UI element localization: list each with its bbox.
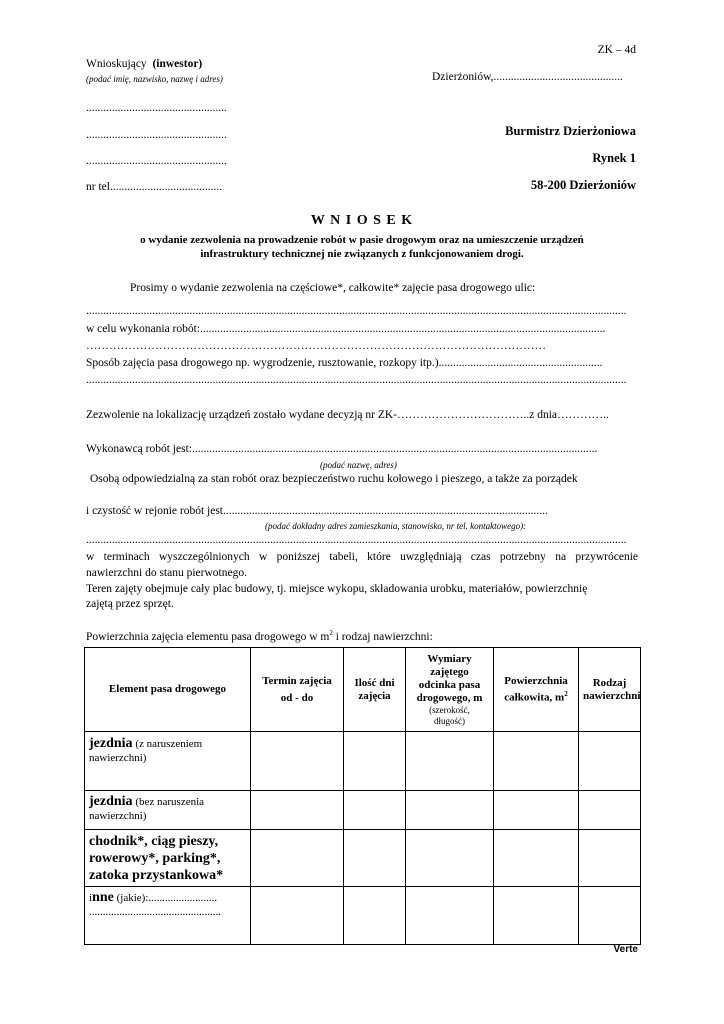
document-title: W N I O S E K — [310, 213, 414, 228]
table-caption-text: Powierzchnia zajęcia elementu pasa drogowego w m — [86, 630, 330, 643]
header-days: Ilość dni zajęcia — [344, 648, 406, 732]
applicant-label-bold: (inwestor) — [152, 58, 203, 70]
header-element: Element pasa drogowego — [85, 648, 251, 732]
header-dimensions: Wymiary zajętego odcinka pasa drogowego, m (szerokość, długość) — [406, 648, 494, 732]
cell-dimensions[interactable] — [406, 791, 494, 830]
responsible-person-continued[interactable]: ............................................................................................................................................................................................ — [86, 534, 627, 546]
applicant-line-2[interactable]: ................................................. — [86, 129, 227, 141]
cell-surface-type[interactable] — [579, 791, 641, 830]
responsible-person-hint: (podać dokładny adres zamieszkania, stanowisko, nr tel. kontaktowego): — [265, 521, 527, 531]
table-row — [85, 791, 641, 830]
purpose-field[interactable]: w celu wykonania robót:............................................................................................................................................. — [86, 323, 606, 335]
table-header-row — [85, 648, 641, 732]
applicant-line-1[interactable]: ................................................. — [86, 102, 227, 114]
document-subtitle-2: infrastruktury technicznej nie związanych z funkcjonowaniem drogi. — [200, 248, 524, 260]
applicant-label — [86, 58, 202, 70]
cell-area[interactable] — [494, 791, 579, 830]
place-date-field[interactable]: Dzierżoniów,............................................. — [432, 71, 623, 83]
purpose-field-continued[interactable]: ………………………………………………………………………………………………………… — [86, 340, 546, 352]
recipient-street: Rynek 1 — [592, 151, 636, 165]
permit-decision-field[interactable]: Zezwolenie na lokalizację urządzeń zostało wydane decyzją nr ZK-……………………………..z dnia………….. — [86, 409, 609, 421]
cell-term[interactable] — [251, 791, 344, 830]
applicant-line-3[interactable]: ................................................. — [86, 155, 227, 167]
header-area: Powierzchnia całkowita, $m^2$ — [494, 648, 579, 732]
row-label-roadway-undamaged: jezdnia (bez naruszenia nawierzchni) — [85, 791, 251, 830]
occupation-method-field[interactable]: Sposób zajęcia pasa drogowego np. wygrodzenie, rusztowanie, rozkopy itp.)......................................................... — [86, 357, 603, 369]
cell-term[interactable] — [251, 732, 344, 791]
contractor-field[interactable]: Wykonawcą robót jest:............................................................................................................................................. — [86, 443, 598, 455]
area-text-1: Teren zajęty obejmuje cały plac budowy, tj. miejsce wykopu, składowania urobku, materiałów, powierzchnię — [86, 583, 588, 595]
recipient-city: 58-200 Dzierżoniów — [530, 178, 636, 192]
responsible-person-text: Osobą odpowiedzialną za stan robót oraz bezpieczeństwo ruchu kołowego i pieszego, a także za porządek — [90, 473, 578, 485]
applicant-label-text: Wnioskujący — [86, 58, 147, 70]
cell-surface-type[interactable] — [579, 830, 641, 887]
cell-days[interactable] — [344, 887, 406, 945]
cell-dimensions[interactable] — [406, 732, 494, 791]
contractor-hint: (podać nazwę, adres) — [320, 460, 397, 470]
terms-text-2: nawierzchni do stanu pierwotnego. — [86, 567, 247, 579]
cell-surface-type[interactable] — [579, 732, 641, 791]
row-label-sidewalk: chodnik*, ciąg pieszy, rowerowy*, parking*, zatoka przystankowa* — [85, 830, 251, 887]
request-text: Prosimy o wydanie zezwolenia na częściowe*, całkowite* zajęcie pasa drogowego ulic: — [130, 282, 536, 294]
table-caption — [86, 629, 433, 643]
cell-days[interactable] — [344, 830, 406, 887]
cell-area[interactable] — [494, 887, 579, 945]
row-label-other: inne (jakie):......................... ................................................ — [85, 887, 251, 945]
table-row — [85, 887, 641, 945]
table-row — [85, 830, 641, 887]
row-label-roadway-damaged: jezdnia (z naruszeniem nawierzchni) — [85, 732, 251, 791]
header-surface-type: Rodzaj nawierzchni — [579, 648, 641, 732]
verte-label: Verte — [613, 944, 638, 955]
area-text-2: zajętą przez sprzęt. — [86, 598, 174, 610]
table-row — [85, 732, 641, 791]
document-subtitle-1: o wydanie zezwolenia na prowadzenie robót w pasie drogowym oraz na umieszczenie urządzeń — [140, 234, 584, 246]
responsible-person-field[interactable]: i czystość w rejonie robót jest................................................................................................................. — [86, 505, 548, 517]
phone-field[interactable]: nr tel....................................... — [86, 181, 223, 193]
form-code: ZK – 4d — [597, 44, 636, 56]
cell-days[interactable] — [344, 791, 406, 830]
streets-field[interactable]: ............................................................................................................................................................................................ — [86, 305, 627, 317]
cell-dimensions[interactable] — [406, 887, 494, 945]
table-caption-tail: i rodzaj nawierzchni: — [332, 630, 433, 643]
header-term: Termin zajęcia od - do — [251, 648, 344, 732]
recipient-name: Burmistrz Dzierżoniowa — [505, 124, 636, 138]
cell-area[interactable] — [494, 732, 579, 791]
cell-surface-type[interactable] — [579, 887, 641, 945]
occupation-method-continued[interactable]: ............................................................................................................................................................................................ — [86, 374, 627, 386]
occupation-table — [84, 647, 641, 945]
cell-term[interactable] — [251, 887, 344, 945]
applicant-hint: (podać imię, nazwisko, nazwę i adres) — [86, 74, 223, 84]
cell-term[interactable] — [251, 830, 344, 887]
cell-area[interactable] — [494, 830, 579, 887]
cell-days[interactable] — [344, 732, 406, 791]
terms-text-1: w terminach wyszczególnionych w poniższej tabeli, które uwzględniają czas potrzebny na przywrócenie — [86, 551, 638, 563]
table-caption-sup: 2 — [329, 629, 333, 637]
cell-dimensions[interactable] — [406, 830, 494, 887]
